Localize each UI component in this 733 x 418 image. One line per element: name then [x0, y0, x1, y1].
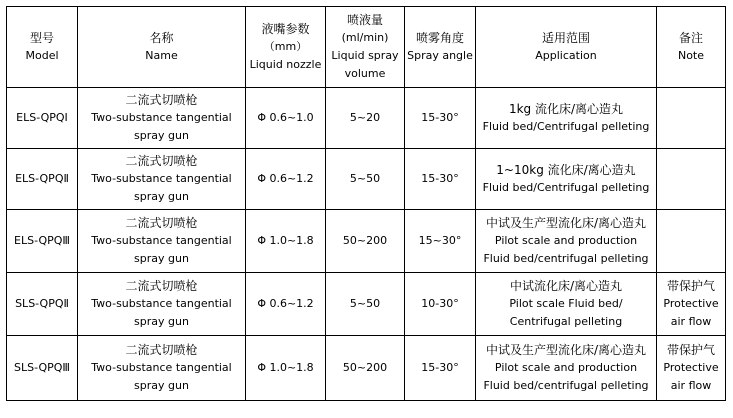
- application-zh: 1~10kg 流化床/离心造丸: [496, 163, 636, 177]
- header-volume-unit: (ml/min): [341, 31, 389, 44]
- application-zh: 中试及生产型流化床/离心造丸: [485, 216, 647, 230]
- name-cell: [78, 336, 246, 401]
- model-cell: ELS-QPQⅡ: [7, 149, 78, 210]
- model-cell: SLS-QPQⅢ: [7, 336, 78, 401]
- header-name-en: Name: [145, 49, 178, 62]
- header-volume-zh: 喷液量: [346, 13, 383, 27]
- header-angle-en: Spray angle: [407, 49, 473, 62]
- header-model-zh: 型号: [29, 31, 54, 45]
- header-application-zh: 适用范围: [541, 31, 590, 45]
- volume-cell: 50~200: [326, 336, 405, 401]
- volume-cell: 5~50: [326, 273, 405, 336]
- spec-table-container: [6, 6, 726, 401]
- header-nozzle-zh: 液嘴参数: [261, 22, 310, 36]
- application-zh: 中试流化床/离心造丸: [509, 279, 623, 293]
- nozzle-cell: Φ 0.6~1.2: [246, 149, 326, 210]
- note-en-1: Protective: [663, 297, 719, 310]
- note-en-2: air flow: [670, 379, 712, 392]
- note-cell: [657, 336, 726, 401]
- name-en: Two-substance tangential spray gun: [91, 172, 232, 203]
- name-zh: 二流式切喷枪: [125, 93, 198, 107]
- header-application: [476, 7, 657, 88]
- header-nozzle: [246, 7, 326, 88]
- application-en-2: Centrifugal pelleting: [509, 315, 623, 328]
- name-cell: [78, 88, 246, 149]
- angle-cell: 15-30°: [405, 88, 476, 149]
- name-zh: 二流式切喷枪: [125, 279, 198, 293]
- application-en-1: Pilot scale Fluid bed/: [509, 297, 623, 310]
- note-en-1: Protective: [663, 361, 719, 374]
- note-zh: 带保护气: [666, 279, 715, 293]
- note-cell: [657, 210, 726, 273]
- application-en: Fluid bed/Centrifugal pelleting: [482, 181, 650, 194]
- header-name: [78, 7, 246, 88]
- note-zh: 带保护气: [666, 343, 715, 357]
- header-nozzle-en: Liquid nozzle: [249, 58, 322, 71]
- nozzle-cell: Φ 1.0~1.8: [246, 210, 326, 273]
- header-name-zh: 名称: [149, 31, 174, 45]
- header-nozzle-unit: （mm）: [263, 40, 308, 53]
- angle-cell: 10-30°: [405, 273, 476, 336]
- application-cell: [476, 210, 657, 273]
- volume-cell: 5~50: [326, 149, 405, 210]
- angle-cell: 15-30°: [405, 336, 476, 401]
- model-cell: ELS-QPQⅢ: [7, 210, 78, 273]
- application-zh: 1kg 流化床/离心造丸: [508, 102, 624, 116]
- table-row: [7, 88, 726, 149]
- name-cell: [78, 149, 246, 210]
- header-note-en: Note: [677, 49, 705, 62]
- note-cell: [657, 88, 726, 149]
- volume-cell: 5~20: [326, 88, 405, 149]
- header-volume: [326, 7, 405, 88]
- application-cell: [476, 149, 657, 210]
- note-cell: [657, 149, 726, 210]
- spray-gun-spec-table: [6, 6, 726, 401]
- name-en: Two-substance tangential spray gun: [91, 297, 232, 328]
- header-application-en: Application: [535, 49, 597, 62]
- angle-cell: 15-30°: [405, 149, 476, 210]
- name-cell: [78, 273, 246, 336]
- header-volume-en-1: Liquid spray: [331, 49, 399, 62]
- name-zh: 二流式切喷枪: [125, 154, 198, 168]
- header-row: [7, 7, 726, 88]
- application-cell: [476, 336, 657, 401]
- application-zh: 中试及生产型流化床/离心造丸: [485, 343, 647, 357]
- name-en: Two-substance tangential spray gun: [91, 234, 232, 265]
- volume-cell: 50~200: [326, 210, 405, 273]
- header-note: [657, 7, 726, 88]
- table-row: [7, 273, 726, 336]
- nozzle-cell: Φ 0.6~1.0: [246, 88, 326, 149]
- header-angle-zh: 喷雾角度: [415, 31, 464, 45]
- angle-cell: 15~30°: [405, 210, 476, 273]
- application-cell: [476, 88, 657, 149]
- header-angle: [405, 7, 476, 88]
- application-cell: [476, 273, 657, 336]
- header-model: [7, 7, 78, 88]
- application-en: Fluid bed/Centrifugal pelleting: [482, 120, 650, 133]
- application-en-2: Fluid bed/centrifugal pelleting: [483, 379, 649, 392]
- name-en: Two-substance tangential spray gun: [91, 111, 232, 142]
- application-en-2: Fluid bed/centrifugal pelleting: [483, 252, 649, 265]
- note-cell: [657, 273, 726, 336]
- note-en-2: air flow: [670, 315, 712, 328]
- name-cell: [78, 210, 246, 273]
- application-en-1: Pilot scale and production: [494, 361, 638, 374]
- header-volume-en-2: volume: [344, 67, 386, 80]
- model-cell: SLS-QPQⅡ: [7, 273, 78, 336]
- application-en-1: Pilot scale and production: [494, 234, 638, 247]
- model-cell: ELS-QPQⅠ: [7, 88, 78, 149]
- nozzle-cell: Φ 1.0~1.8: [246, 336, 326, 401]
- name-en: Two-substance tangential spray gun: [91, 361, 232, 392]
- nozzle-cell: Φ 0.6~1.2: [246, 273, 326, 336]
- header-model-en: Model: [25, 49, 59, 62]
- table-row: [7, 336, 726, 401]
- table-row: [7, 149, 726, 210]
- header-note-zh: 备注: [678, 31, 703, 45]
- table-row: [7, 210, 726, 273]
- name-zh: 二流式切喷枪: [125, 216, 198, 230]
- name-zh: 二流式切喷枪: [125, 343, 198, 357]
